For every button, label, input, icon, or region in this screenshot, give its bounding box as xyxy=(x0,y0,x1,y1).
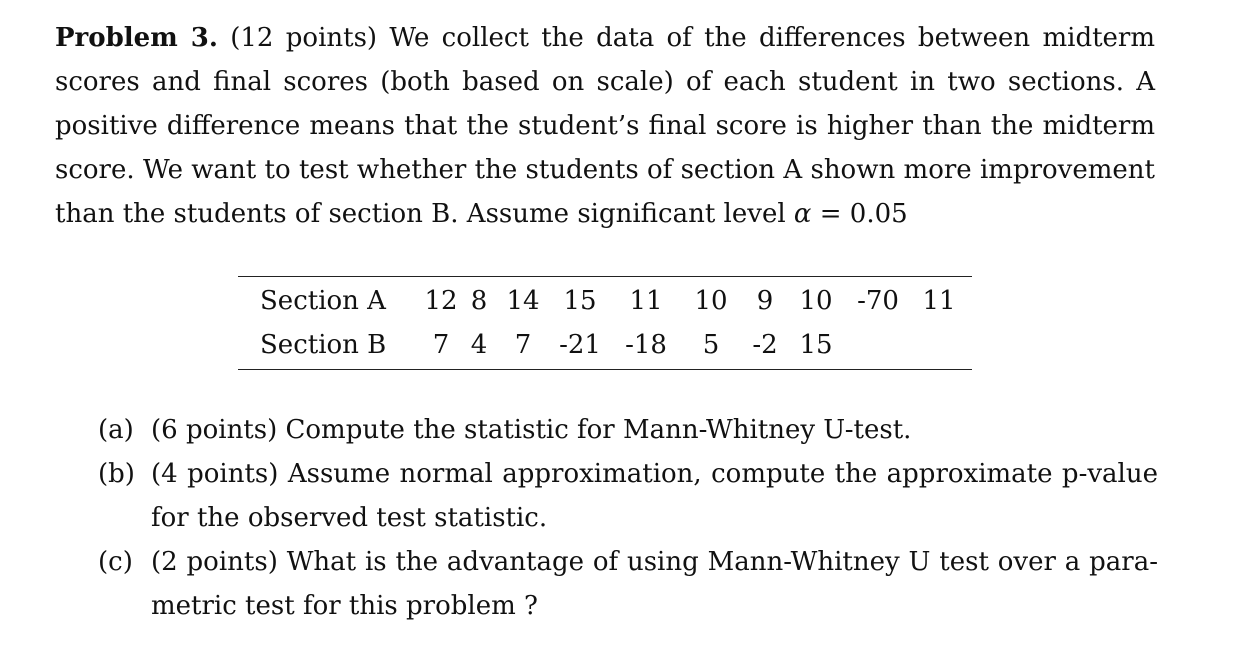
alpha-symbol: α xyxy=(793,199,812,229)
row-label: Section A xyxy=(260,286,386,316)
problem-line-1 xyxy=(55,16,1155,60)
sub-question-text: (6 points) Compute the statistic for Mann-Whitney U-test. xyxy=(151,415,912,445)
table-cell: 12 xyxy=(424,286,458,316)
table-cell xyxy=(842,323,914,367)
table-cell: 7 xyxy=(432,330,450,360)
sub-question-c xyxy=(98,540,1158,628)
problem-line-2: scores and final scores (both based on scale) of each student in two sections. A xyxy=(55,67,1155,97)
problem-line-5-text: than the students of section B. Assume significant level xyxy=(55,199,786,229)
table-cell xyxy=(914,323,964,367)
table-cell: 14 xyxy=(506,286,540,316)
problem-points: (12 points) xyxy=(230,23,378,53)
data-table-grid xyxy=(238,279,964,367)
table-cell: -70 xyxy=(857,286,899,316)
sub-question-label: (a) xyxy=(98,415,134,445)
sub-question-text: (4 points) Assume normal approximation, compute the approximate p-value for the observed test statistic. xyxy=(151,459,1158,533)
table-cell: 7 xyxy=(514,330,532,360)
table-cell: 5 xyxy=(702,330,720,360)
table-cell: 10 xyxy=(799,286,833,316)
table-cell: 10 xyxy=(694,286,728,316)
table-cell: 11 xyxy=(922,286,956,316)
row-label: Section B xyxy=(260,330,387,360)
table-cell: 15 xyxy=(799,330,833,360)
sub-question-text: (2 points) What is the advantage of using Mann-Whitney U test over a para-metric test for this problem ? xyxy=(151,547,1158,621)
problem-line-4: score. We want to test whether the students of section A shown more improvement xyxy=(55,155,1155,185)
problem-line-3: positive difference means that the student’s final score is higher than the midterm xyxy=(55,111,1155,141)
problem-line-5 xyxy=(55,192,1155,236)
table-row xyxy=(238,279,964,323)
table-cell: 4 xyxy=(470,330,488,360)
table-cell: 8 xyxy=(470,286,488,316)
problem-line-1-text: We collect the data of the differences between midterm xyxy=(389,23,1156,53)
problem-statement xyxy=(55,16,1155,236)
problem-heading: Problem 3. xyxy=(55,23,218,53)
table-cell: -21 xyxy=(559,330,601,360)
table-cell: 11 xyxy=(629,286,663,316)
alpha-value: = 0.05 xyxy=(819,199,908,229)
sub-question-a xyxy=(98,408,1158,452)
sub-question-label: (c) xyxy=(98,547,133,577)
sub-question-label: (b) xyxy=(98,459,135,489)
sub-question-b xyxy=(98,452,1158,540)
table-row xyxy=(238,323,964,367)
table-cell: 9 xyxy=(756,286,774,316)
data-table xyxy=(238,276,972,370)
table-cell: -2 xyxy=(752,330,778,360)
sub-questions xyxy=(98,408,1158,628)
table-cell: -18 xyxy=(625,330,667,360)
table-cell: 15 xyxy=(563,286,597,316)
